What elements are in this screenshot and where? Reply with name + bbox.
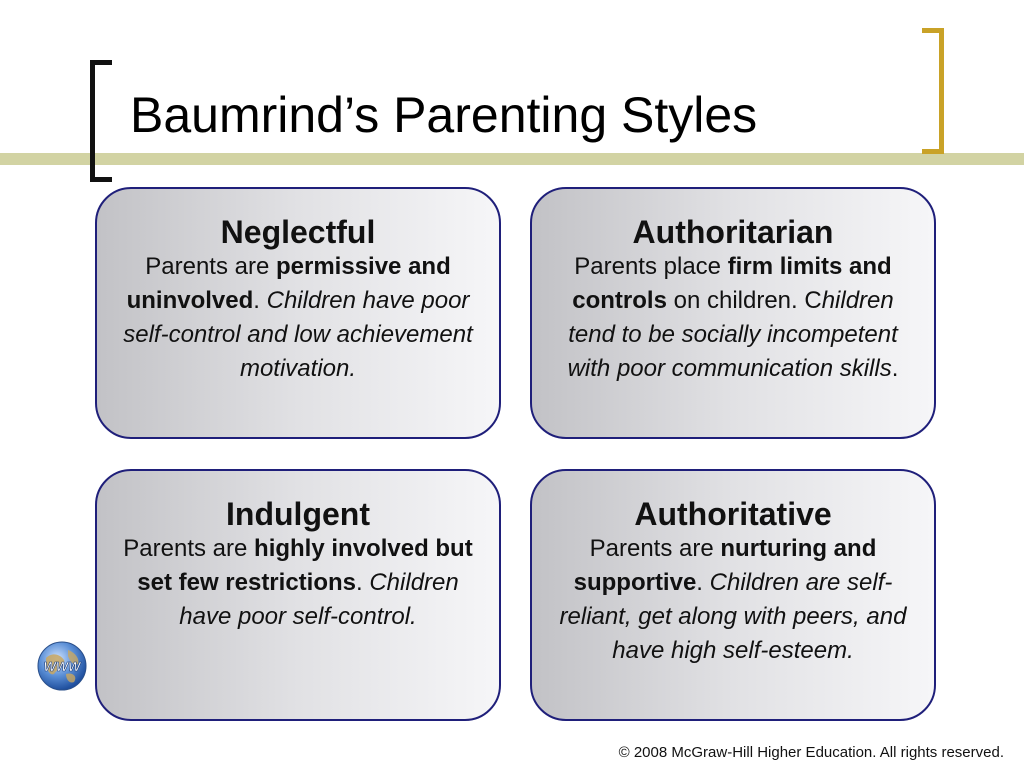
card-heading: Authoritative xyxy=(634,496,832,532)
card-italic-text: hildren tend to be socially incompetent with poor communication skills xyxy=(567,287,898,383)
card-neglectful xyxy=(95,187,501,439)
www-icon-label: WWW xyxy=(43,659,81,674)
card-heading: Indulgent xyxy=(226,496,370,532)
card-end-text: . xyxy=(891,355,899,383)
card-mid-text: . xyxy=(696,569,710,597)
card-mid-text: on children. C xyxy=(666,287,822,315)
card-bold-text: firm limits and controls xyxy=(572,253,892,315)
slide-title: Baumrind’s Parenting Styles xyxy=(130,87,758,143)
copyright-footer: © 2008 McGraw-Hill Higher Education. All rights reserved. xyxy=(618,744,1004,761)
card-intro: Parents are xyxy=(589,535,721,563)
card-bold-text: highly involved but set few restrictions xyxy=(137,535,473,597)
card-bold-text: nurturing and supportive xyxy=(573,535,877,597)
card-mid-text: . xyxy=(253,287,267,315)
card-intro: Parents are xyxy=(145,253,276,281)
card-italic-text: Children are self-reliant, get along with peers, and have high self-esteem. xyxy=(559,569,907,665)
card-authoritative xyxy=(530,469,936,721)
right-bracket-decoration xyxy=(922,28,944,154)
card-italic-text: Children have poor self-control. xyxy=(179,569,459,631)
card-heading: Authoritarian xyxy=(632,214,834,250)
card-body xyxy=(115,532,481,634)
card-body xyxy=(115,250,481,386)
title-underline-bar xyxy=(0,153,1024,165)
card-heading: Neglectful xyxy=(220,214,376,250)
card-authoritarian xyxy=(530,187,936,439)
card-mid-text: . xyxy=(356,569,370,597)
card-bold-text: permissive and uninvolved xyxy=(126,253,451,315)
card-intro: Parents are xyxy=(123,535,255,563)
www-globe-icon[interactable] xyxy=(36,640,88,692)
card-body xyxy=(550,532,916,668)
left-bracket-decoration xyxy=(90,60,112,182)
card-italic-text: Children have poor self-control and low achievement motivation. xyxy=(123,287,473,383)
card-indulgent xyxy=(95,469,501,721)
card-intro: Parents place xyxy=(574,253,728,281)
card-body xyxy=(550,250,916,386)
